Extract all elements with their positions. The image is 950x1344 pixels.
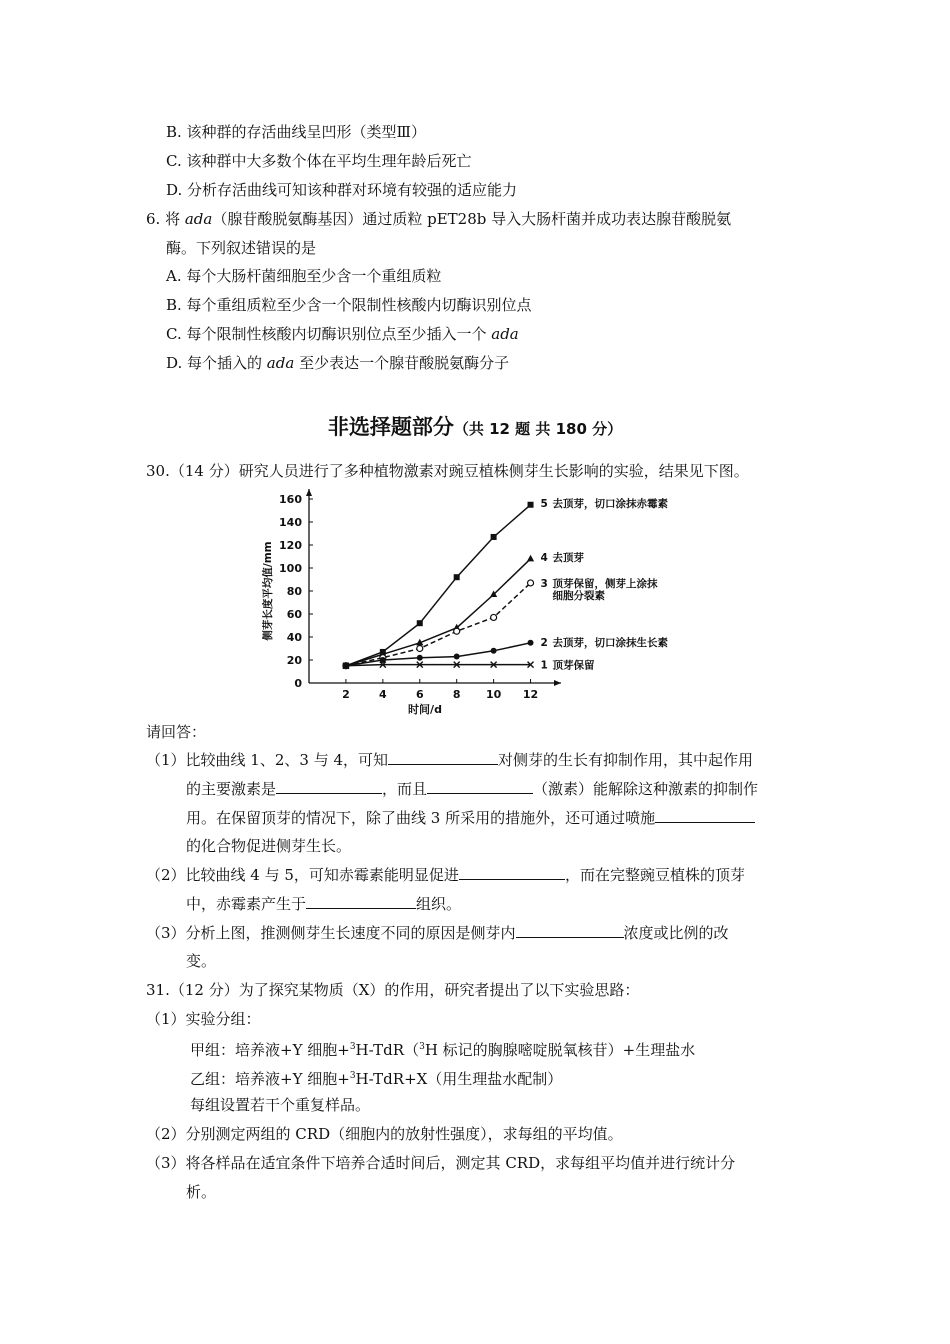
y-tick-label: 40 [286, 631, 302, 644]
legend-label-4: 去顶芽 [552, 551, 585, 564]
q30-text: 浓度或比例的改 [623, 924, 729, 942]
q30-text: ，而且 [382, 780, 428, 798]
q30-part1-line1 [146, 748, 753, 771]
q6-option-d [166, 352, 509, 374]
x-tick-label: 12 [522, 688, 539, 701]
q30-please-answer: 请回答： [146, 723, 207, 741]
x-tick-label: 2 [342, 688, 350, 701]
marker-square [491, 534, 497, 540]
q30-text: （激素）能解除这种激素的抑制作 [533, 780, 759, 798]
q31-group-jia [190, 1036, 695, 1061]
q31-step1: （1）实验分组： [146, 1010, 261, 1028]
q30-text: 的主要激素是 [186, 780, 277, 798]
y-tick-label: 20 [286, 654, 302, 667]
answer-blank-4[interactable] [655, 806, 755, 823]
x-axis-label: 时间/d [408, 703, 442, 716]
q6-option-d-text: 至少表达一个腺苷酸脱氨酶分子 [294, 354, 510, 372]
series-line-3 [346, 583, 531, 666]
answer-blank-1[interactable] [388, 748, 498, 765]
q31-text: H-TdR（ [355, 1041, 420, 1059]
legend-label-5: 去顶芽，切口涂抹赤霉素 [552, 497, 669, 510]
marker-triangle [527, 555, 534, 562]
legend-number-2: 2 [540, 636, 548, 649]
legend-label-3: 细胞分裂素 [552, 589, 606, 602]
series-line-2 [346, 643, 531, 666]
y-tick-label: 140 [279, 516, 302, 529]
q30-text: 中，赤霉素产生于 [186, 895, 307, 913]
answer-blank-3[interactable] [427, 777, 533, 794]
y-tick-label: 100 [279, 562, 302, 575]
series-line-4 [346, 559, 531, 666]
y-tick-label: 80 [286, 585, 302, 598]
q5-option-c: C. 该种群中大多数个体在平均生理年龄后死亡 [166, 152, 472, 170]
q6-option-c-text: C. 每个限制性核酸内切酶识别位点至少插入一个 [166, 325, 492, 343]
marker-circle-open [528, 580, 534, 586]
q30-part1-line2 [186, 777, 758, 800]
marker-square [417, 620, 423, 626]
y-tick-label: 0 [294, 677, 302, 690]
legend-label-2: 去顶芽，切口涂抹生长素 [552, 636, 669, 649]
chart-legend-labels [541, 497, 669, 672]
section-title-sub: （共 12 题 共 180 分） [453, 420, 623, 438]
marker-circle [491, 648, 497, 654]
x-tick-label: 10 [485, 688, 502, 701]
marker-circle [528, 640, 534, 646]
x-tick-label: 6 [415, 688, 424, 701]
q6-stem-part: （腺苷酸脱氨酶基因）通过质粒 pET28b 导入大肠杆菌并成功表达腺苷酸脱氨 [212, 210, 732, 228]
legend-number-5: 5 [540, 497, 548, 510]
answer-blank-5[interactable] [459, 863, 565, 880]
q30-text: ，而在完整豌豆植株的顶芽 [564, 866, 745, 884]
y-axis-label: 侧芽长度平均值/mm [262, 541, 274, 641]
q31-replicates: 每组设置若干个重复样品。 [190, 1096, 371, 1114]
q6-stem-part: 6. 将 [146, 210, 185, 228]
x-tick-label: 8 [452, 688, 461, 701]
q6-stem-line1 [146, 208, 731, 230]
q31-text: H 标记的胸腺嘧啶脱氧核苷）+生理盐水 [424, 1041, 696, 1059]
q30-stem: 30.（14 分）研究人员进行了多种植物激素对豌豆植株侧芽生长影响的实验，结果见下图。 [146, 462, 749, 480]
q6-option-a: A. 每个大肠杆菌细胞至少含一个重组质粒 [166, 267, 442, 285]
chart-axes [261, 489, 561, 716]
q31-text: H-TdR+X（用生理盐水配制） [355, 1070, 563, 1088]
marker-circle-open [491, 614, 497, 620]
y-axis-arrow [306, 489, 312, 496]
q31-sup: 3 [419, 1042, 425, 1052]
q6-option-b: B. 每个重组质粒至少含一个限制性核酸内切酶识别位点 [166, 296, 532, 314]
x-axis-arrow [554, 680, 561, 686]
answer-blank-7[interactable] [516, 921, 624, 938]
marker-square [454, 574, 460, 580]
q31-step3-line2: 析。 [186, 1183, 217, 1201]
q31-step3-line1: （3）将各样品在适宜条件下培养合适时间后，测定其 CRD，求每组平均值并进行统计分 [146, 1154, 736, 1172]
q31-step2: （2）分别测定两组的 CRD（细胞内的放射性强度），求每组的平均值。 [146, 1125, 623, 1143]
q31-text: 甲组：培养液+Y 细胞+ [190, 1041, 350, 1059]
q30-part1-line4: 的化合物促进侧芽生长。 [186, 837, 352, 855]
q30-text: 对侧芽的生长有抑制作用，其中起作用 [498, 751, 754, 769]
q30-text: （2）比较曲线 4 与 5，可知赤霉素能明显促进 [146, 866, 459, 884]
q6-option-d-text: D. 每个插入的 [166, 354, 267, 372]
q30-part3-line1 [146, 921, 729, 944]
q30-text: 组织。 [416, 895, 462, 913]
x-tick-label: 4 [379, 688, 387, 701]
chart-series [342, 502, 534, 669]
q30-part2-line2 [186, 892, 461, 915]
q30-text: 用。在保留顶芽的情况下，除了曲线 3 所采用的措施外，还可通过喷施 [186, 809, 656, 827]
answer-blank-2[interactable] [276, 777, 382, 794]
legend-number-3: 3 [540, 577, 548, 590]
q6-gene-name: ada [266, 354, 295, 372]
marker-circle-open [417, 646, 423, 652]
q31-group-yi [190, 1065, 562, 1090]
q5-option-d: D. 分析存活曲线可知该种群对环境有较强的适应能力 [166, 181, 518, 199]
q6-stem-line2: 酶。下列叙述错误的是 [166, 239, 317, 257]
answer-blank-6[interactable] [306, 892, 416, 909]
q30-text: （1）比较曲线 1、2、3 与 4，可知 [146, 751, 389, 769]
legend-number-1: 1 [540, 659, 548, 672]
marker-circle [454, 654, 460, 660]
q6-gene-name: ada [491, 325, 519, 343]
q31-stem: 31.（12 分）为了探究某物质（X）的作用，研究者提出了以下实验思路： [146, 981, 640, 999]
q30-part3-line2: 变。 [186, 952, 217, 970]
q30-chart [255, 486, 715, 716]
y-tick-label: 120 [279, 539, 302, 552]
series-line-1 [346, 665, 531, 666]
q6-option-c [166, 323, 519, 345]
q6-gene-name: ada [184, 210, 213, 228]
section-title-main: 非选择题部分 [327, 415, 454, 439]
marker-square [528, 502, 534, 508]
legend-label-1: 顶芽保留 [552, 659, 595, 672]
q30-part1-line3 [186, 806, 755, 829]
q30-part2-line1 [146, 863, 745, 886]
q5-option-b: B. 该种群的存活曲线呈凹形（类型Ⅲ） [166, 123, 427, 141]
marker-circle [417, 655, 423, 661]
q31-text: 乙组：培养液+Y 细胞+ [190, 1070, 350, 1088]
legend-number-4: 4 [540, 551, 548, 564]
q31-sup: 3 [349, 1042, 356, 1052]
q30-text: （3）分析上图，推测侧芽生长速度不同的原因是侧芽内 [146, 924, 516, 942]
y-tick-label: 60 [286, 608, 302, 621]
section-title [0, 411, 950, 441]
marker-circle-open [454, 628, 460, 634]
legend-label-3: 顶芽保留，侧芽上涂抹 [552, 577, 658, 590]
q31-sup: 3 [349, 1071, 356, 1081]
y-tick-label: 160 [279, 493, 302, 506]
